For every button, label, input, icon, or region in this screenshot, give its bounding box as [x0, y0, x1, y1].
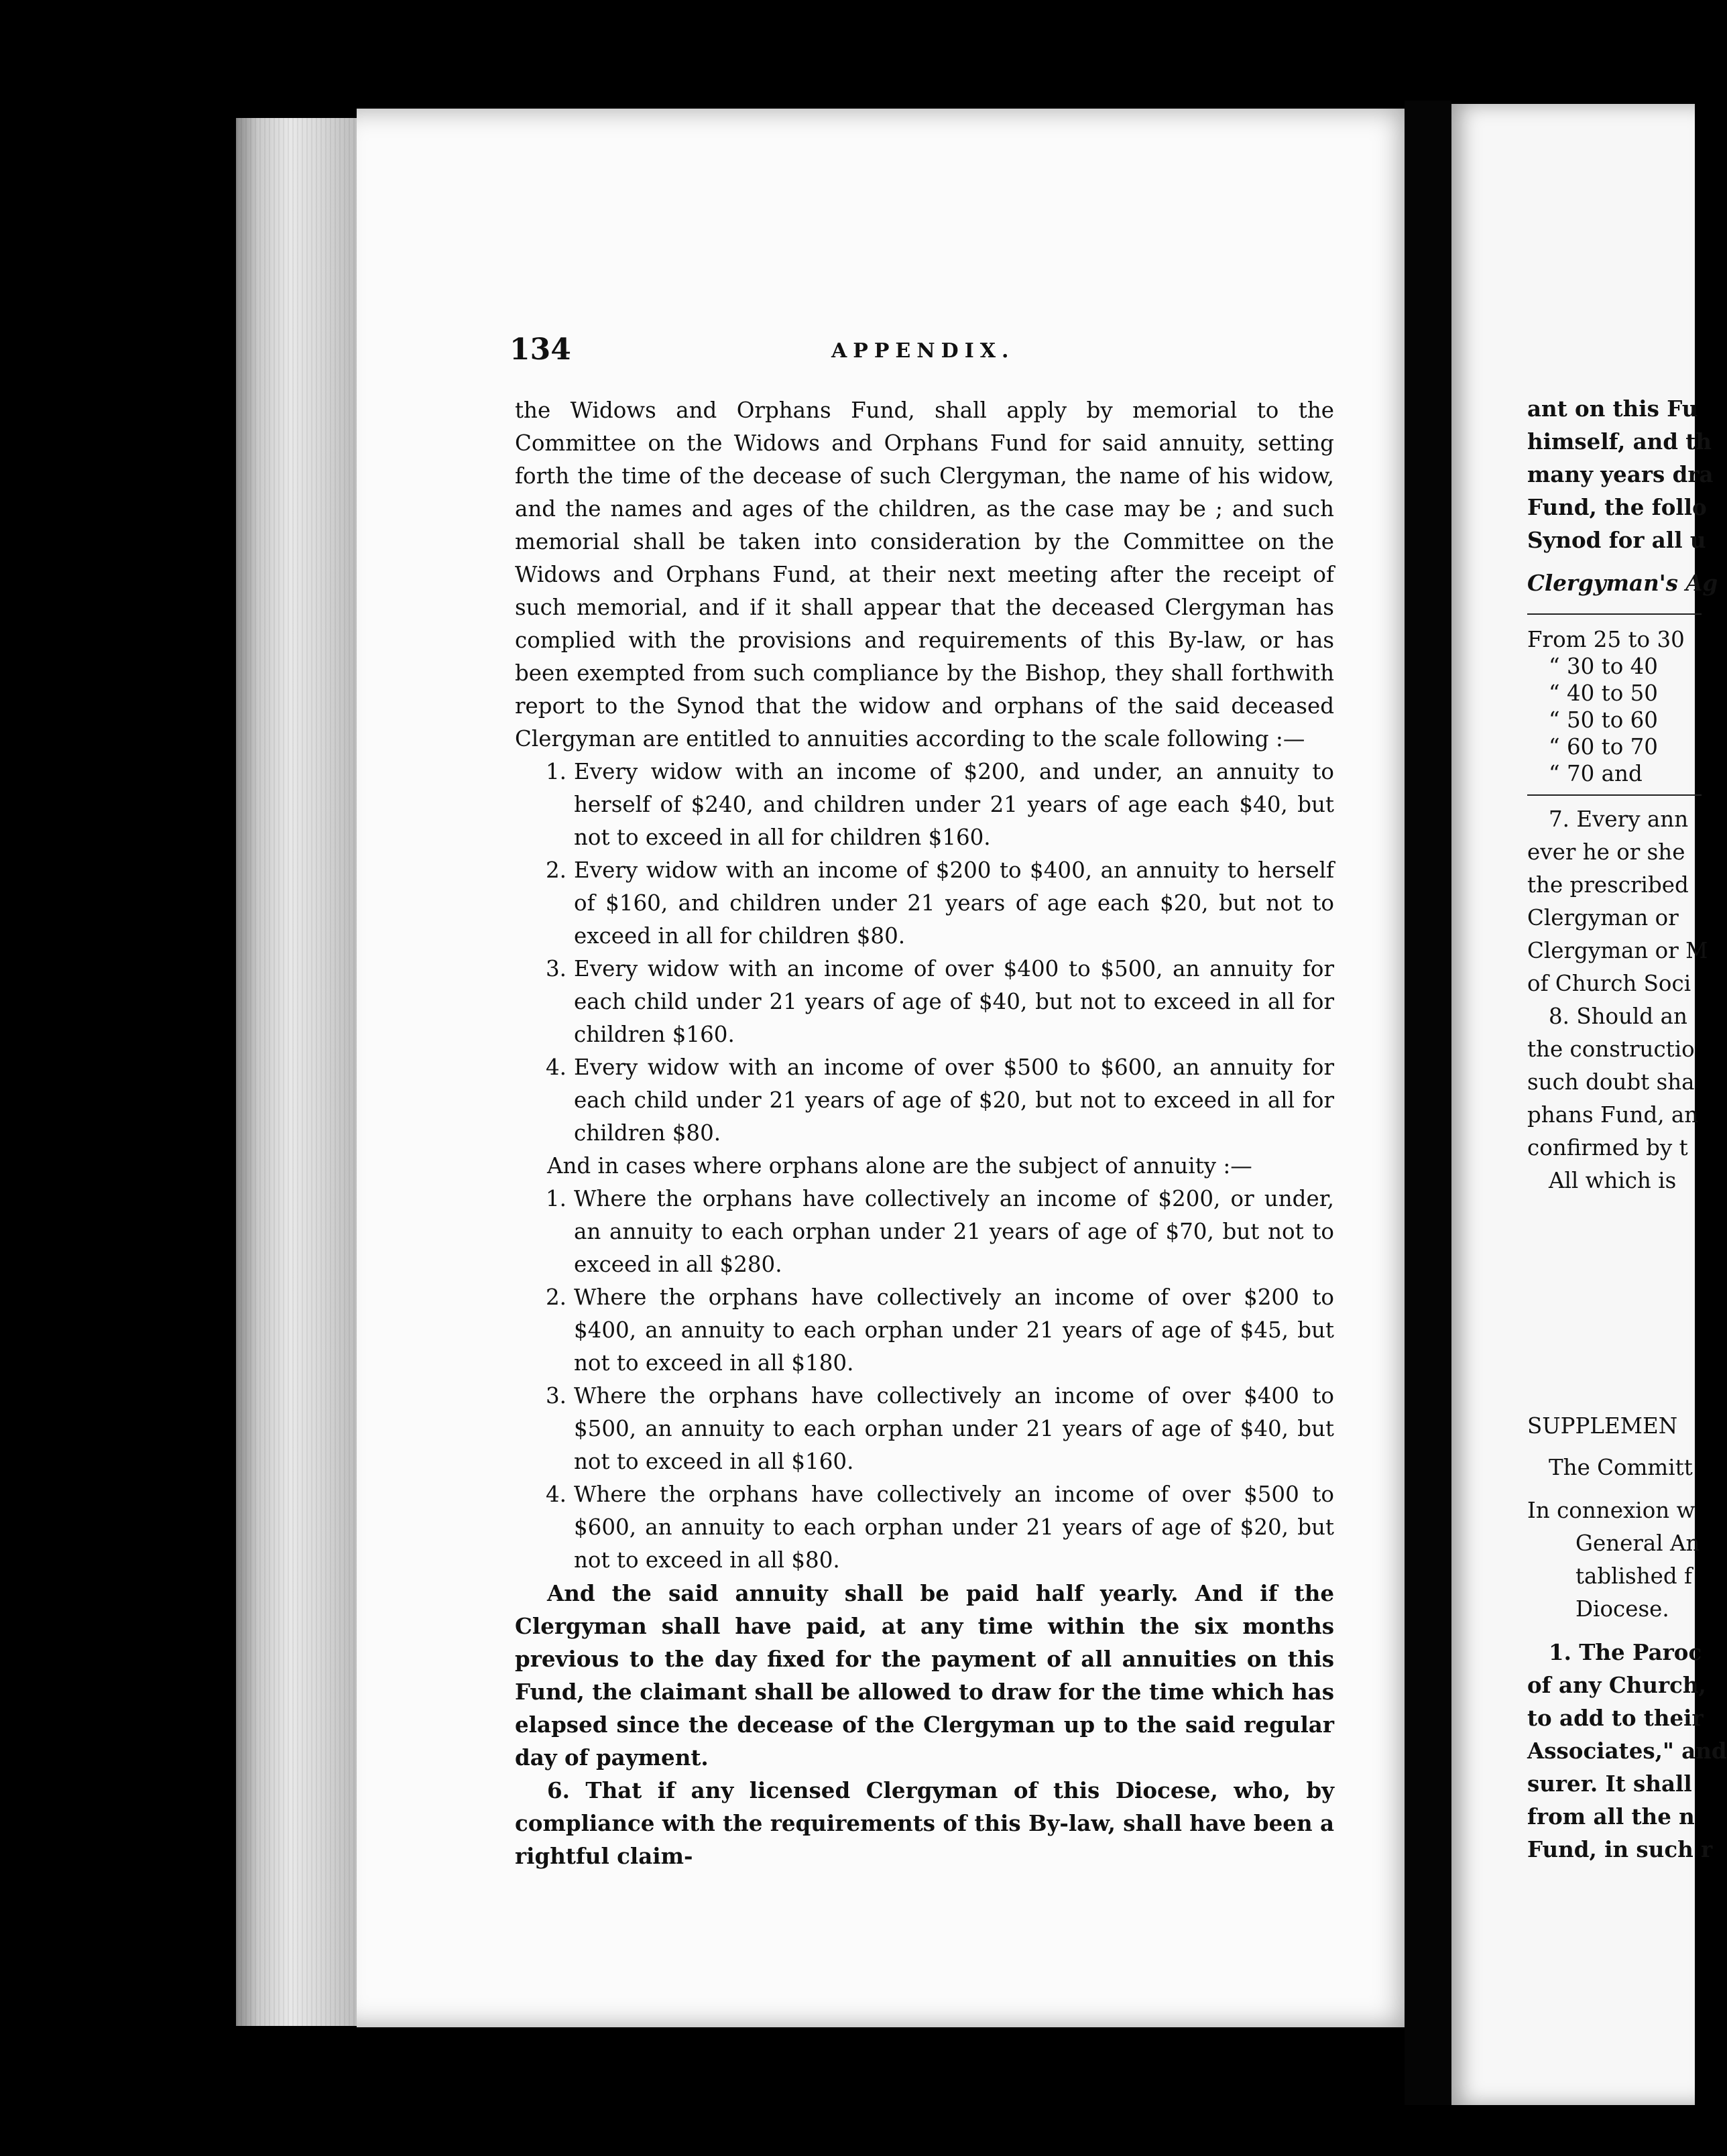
supplement-heading: SUPPLEMEN — [1527, 1413, 1678, 1439]
table-row: “ 70 and — [1549, 761, 1643, 786]
right-line: 7. Every ann — [1549, 806, 1689, 832]
book-gutter — [1405, 101, 1451, 2105]
table-row: “ 40 to 50 — [1549, 680, 1658, 706]
right-line: General An — [1575, 1531, 1700, 1556]
right-line: from all the n — [1527, 1803, 1695, 1830]
page-number: 134 — [510, 333, 571, 367]
right-line: Fund, in such r — [1527, 1836, 1713, 1862]
table-rule — [1527, 613, 1702, 615]
right-line: the constructio — [1527, 1036, 1695, 1062]
list-item: 3. Every widow with an income of over $400 to $500, an annuity for each child under 21 years of age of $40, but not to exceed in all for children $160. — [546, 956, 1334, 1047]
right-line: of any Church, — [1527, 1672, 1706, 1698]
page-edge-stack — [236, 118, 357, 2026]
table-header: Clergyman's Ag — [1527, 570, 1718, 596]
orphan-scale-list — [515, 1183, 1334, 1577]
section-6-paragraph: 6. That if any licensed Clergyman of this Diocese, who, by compliance with the requirements of this By-law, shall have been a rightful claim- — [515, 1777, 1334, 1869]
table-row: “ 50 to 60 — [1549, 707, 1658, 733]
list-item: 4. Where the orphans have collectively an income of over $500 to $600, an annuity to each orphan under 21 years of age of $20, but not to exceed in all $80. — [546, 1482, 1334, 1573]
list-item: 1. Where the orphans have collectively an income of $200, or under, an annuity to each orphan under 21 years of age of $70, but not to exceed in all $280. — [546, 1186, 1334, 1277]
right-line: The Committ — [1549, 1455, 1693, 1480]
left-page-text — [515, 394, 1334, 1872]
right-line: Clergyman or M — [1527, 938, 1708, 963]
list-item: 4. Every widow with an income of over $500 to $600, an annuity for each child under 21 years of age of $20, but not to exceed in all for children $80. — [546, 1055, 1334, 1146]
right-line: surer. It shall — [1527, 1771, 1692, 1797]
right-line: ant on this Fu — [1527, 396, 1698, 422]
right-line: Synod for all u — [1527, 527, 1706, 553]
right-line: to add to their — [1527, 1705, 1704, 1731]
right-line: of Church Soci — [1527, 971, 1691, 996]
right-line: phans Fund, an — [1527, 1102, 1699, 1128]
right-line: Associates," and — [1527, 1738, 1727, 1764]
right-line: himself, and th — [1527, 428, 1712, 455]
right-line: All which is — [1549, 1168, 1677, 1193]
right-line: 1. The Paroc — [1549, 1639, 1702, 1665]
half-yearly-paragraph: And the said annuity shall be paid half yearly. And if the Clergyman shall have paid, at any time within the six months previous to the day fixed for the payment of all annuities on this Fund, the claimant shall be allowed to draw for the time which has elapsed since the decease of the Clergyman up to the said regular day of payment. — [515, 1580, 1334, 1771]
table-row: “ 60 to 70 — [1549, 734, 1658, 760]
table-rule — [1527, 794, 1702, 796]
right-line: such doubt sha — [1527, 1069, 1695, 1095]
list-item: 1. Every widow with an income of $200, and under, an annuity to herself of $240, and children under 21 years of age each $40, but not to exceed in all for children $160. — [546, 759, 1334, 850]
right-line: Diocese. — [1575, 1596, 1669, 1622]
right-line: the prescribed — [1527, 872, 1689, 898]
right-line: confirmed by t — [1527, 1135, 1688, 1160]
right-line: Clergyman or — [1527, 905, 1679, 931]
orphans-heading: And in cases where orphans alone are the subject of annuity :— — [547, 1153, 1252, 1179]
right-line: In connexion w — [1527, 1498, 1695, 1523]
table-row: From 25 to 30 — [1527, 627, 1685, 652]
right-line: ever he or she — [1527, 839, 1685, 865]
right-line: tablished f — [1575, 1563, 1693, 1589]
intro-paragraph: the Widows and Orphans Fund, shall apply by memorial to the Committee on the Widows and Orphans Fund for said annuity, setting forth the time of the decease of such Clergyman, the name of his widow, and the names and ages of the children, as the case may be ; and such memorial shall be taken into consideration by the Committee on the Widows and Orphans Fund, at their next meeting after the receipt of such memorial, and if it shall appear that the deceased Clergyman has complied with the provisions and requirements of this By-law, or has been exempted from such compliance by the Bishop, they shall forthwith report to the Synod that the widow and orphans of the said deceased Clergyman are entitled to annuities according to the scale following :— — [515, 398, 1334, 752]
list-item: 2. Where the orphans have collectively an income of over $200 to $400, an annuity to each orphan under 21 years of age of $45, but not to exceed in all $180. — [546, 1284, 1334, 1376]
table-row: “ 30 to 40 — [1549, 654, 1658, 679]
list-item: 2. Every widow with an income of $200 to $400, an annuity to herself of $160, and children under 21 years of age each $20, but not to exceed in all for children $80. — [546, 857, 1334, 949]
right-line: 8. Should an — [1549, 1004, 1687, 1029]
right-line: Fund, the follo — [1527, 494, 1707, 520]
widow-scale-list — [515, 756, 1334, 1150]
right-line: many years dra — [1527, 461, 1714, 487]
running-head: APPENDIX. — [831, 339, 1015, 363]
list-item: 3. Where the orphans have collectively an income of over $400 to $500, an annuity to each orphan under 21 years of age of $40, but not to exceed in all $160. — [546, 1383, 1334, 1474]
